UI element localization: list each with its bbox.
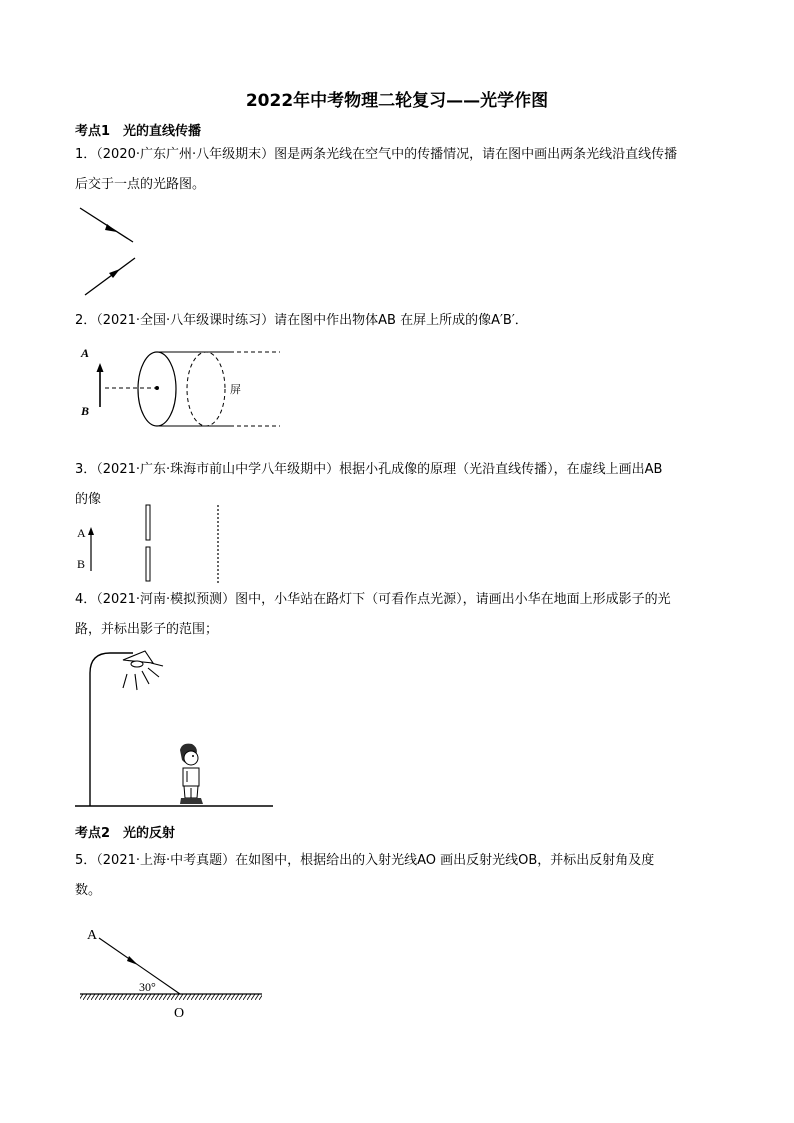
figure-5-label-o: O: [174, 1006, 185, 1021]
lamp-bulb: [131, 661, 143, 667]
question-4-line-2: 路，并标出影子的范围；: [75, 622, 219, 637]
question-5-line-1: 5．（2021·上海·中考真题）在如图中，根据给出的入射光线AO 画出反射光线OB，并标出反射角及度: [75, 853, 655, 868]
question-4-line-1: 4．（2021·河南·模拟预测）图中，小华站在路灯下（可看作点光源），请画出小华在地面上形成影子的光: [75, 592, 671, 607]
section-heading-1: 考点1 光的直线传播: [75, 124, 202, 139]
figure-1-light-rays: [75, 200, 145, 300]
mirror-hatching: [80, 994, 262, 1000]
page-title: 2022年中考物理二轮复习——光学作图: [245, 91, 549, 111]
object-ab-arrowhead: [97, 363, 104, 372]
object-ab-arrowhead: [88, 527, 94, 535]
question-3-line-2: 的像: [75, 492, 102, 507]
figure-2-label-b: B: [81, 404, 90, 418]
screen-label: 屏: [230, 384, 241, 396]
figure-4-street-lamp: [75, 648, 275, 812]
question-1-line-1: 1．（2020·广东广州·八年级期末）图是两条光线在空气中的传播情况，请在图中画出两条光线沿直线传播: [75, 147, 678, 162]
section-heading-2: 考点2 光的反射: [75, 826, 176, 841]
barrier-upper: [146, 505, 150, 540]
figure-2-label-a: A: [81, 346, 90, 360]
pinhole: [155, 386, 159, 390]
figure-3-pinhole: [75, 503, 225, 583]
angle-label: 30°: [139, 980, 156, 994]
question-1: [75, 140, 725, 200]
question-5-line-2: 数。: [75, 883, 102, 898]
question-3-line-1: 3．（2021·广东·珠海市前山中学八年级期中）根据小孔成像的原理（光沿直线传播），在虚线上画出AB: [75, 462, 663, 477]
question-1-line-2: 后交于一点的光路图。: [75, 177, 206, 192]
figure-5-label-a: A: [87, 928, 98, 943]
figure-3-label-a: A: [77, 526, 86, 540]
ray-upper-arrow: [105, 224, 117, 232]
question-4: [75, 585, 725, 645]
question-5: [75, 846, 725, 906]
figure-2-cylinder-screen: [75, 345, 285, 425]
question-2-line-1: 2．（2021·全国·八年级课时练习）请在图中作出物体AB 在屏上所成的像A′B′．: [75, 313, 528, 328]
ray-upper: [80, 208, 133, 242]
light-rays: [123, 663, 163, 690]
figure-5-reflection: [75, 922, 270, 1022]
screen-ellipse: [187, 352, 225, 426]
boy-figure: [180, 744, 203, 804]
ray-lower: [85, 258, 135, 295]
incident-ray-arrowhead: [127, 956, 138, 965]
barrier-lower: [146, 547, 150, 581]
figure-3-label-b: B: [77, 557, 86, 571]
question-2: [75, 306, 725, 336]
